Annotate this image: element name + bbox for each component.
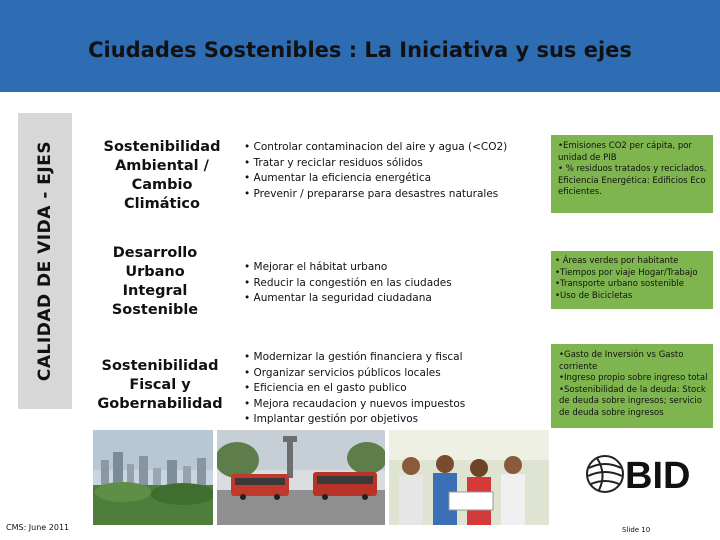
indicator-line: •Gasto de Inversión vs Gasto bbox=[559, 350, 684, 360]
action-item: • Implantar gestión por objetivos bbox=[244, 412, 465, 428]
action-item: • Aumentar la eficiencia energética bbox=[244, 171, 507, 187]
slide-number: Slide 10 bbox=[622, 526, 651, 534]
actions-list-ambiental bbox=[244, 140, 507, 202]
indicator-line: •Ingreso propio sobre ingreso total bbox=[559, 373, 708, 383]
axis-title-line: Sostenibilidad bbox=[101, 358, 219, 374]
action-item: • Mejorar el hábitat urbano bbox=[244, 260, 452, 276]
indicator-line: •Sostenibilidad de la deuda: Stock bbox=[559, 384, 706, 395]
indicator-line: •Tiempos por viaje Hogar/Trabajo bbox=[555, 267, 698, 278]
indicator-line: unidad de PIB bbox=[558, 152, 617, 163]
indicator-line: •Uso de Bicicletas bbox=[555, 290, 633, 301]
indicator-line: • % residuos tratados y reciclados. bbox=[558, 164, 707, 174]
actions-list-urbano bbox=[244, 260, 452, 307]
photo-strip bbox=[93, 430, 549, 525]
action-item: • Reducir la congestión en las ciudades bbox=[244, 276, 452, 292]
actions-list-fiscal bbox=[244, 350, 465, 428]
action-item: • Aumentar la seguridad ciudadana bbox=[244, 291, 452, 307]
indicator-box-ambiental bbox=[551, 135, 713, 213]
axis-title-line: Fiscal y bbox=[129, 377, 191, 393]
indicator-line: de deuda sobre ingresos; servicio bbox=[559, 396, 702, 406]
bus-street-photo bbox=[217, 430, 385, 525]
indicator-line: Eficiencia Energética: Edificios Eco bbox=[558, 175, 706, 186]
footer-left: CMS: June 2011 bbox=[6, 523, 70, 532]
action-item: • Organizar servicios públicos locales bbox=[244, 366, 465, 382]
action-item: • Tratar y reciclar residuos sólidos bbox=[244, 156, 507, 172]
axis-title-line: Sostenible bbox=[111, 302, 199, 318]
indicator-box-fiscal bbox=[551, 344, 713, 428]
action-item: • Controlar contaminacion del aire y agua (<CO2) bbox=[244, 140, 507, 156]
bid-logo-text: BID bbox=[625, 455, 691, 497]
action-item: • Eficiencia en el gasto publico bbox=[244, 381, 465, 397]
people-group-photo bbox=[389, 430, 549, 525]
axis-title-fiscal bbox=[86, 357, 234, 414]
action-item: • Prevenir / prepararse para desastres naturales bbox=[244, 187, 507, 203]
axis-title-line: Ambiental / bbox=[115, 158, 209, 174]
side-label: CALIDAD DE VIDA - EJES bbox=[35, 140, 55, 382]
bid-logo bbox=[583, 442, 705, 506]
action-item: • Mejora recaudacion y nuevos impuestos bbox=[244, 397, 465, 413]
bid-globe-icon bbox=[583, 442, 705, 506]
axis-title-line: Urbano bbox=[125, 264, 185, 280]
action-item: • Modernizar la gestión financiera y fiscal bbox=[244, 350, 465, 366]
indicator-box-urbano bbox=[551, 251, 713, 309]
slide-title: Ciudades Sostenibles : La Iniciativa y sus ejes bbox=[88, 38, 632, 62]
indicator-line: • Áreas verdes por habitante bbox=[555, 256, 679, 266]
axis-title-line: Desarrollo bbox=[112, 245, 198, 261]
indicator-line: de deuda sobre ingresos bbox=[559, 407, 664, 418]
axis-title-line: Climático bbox=[124, 196, 200, 212]
axis-title-ambiental bbox=[90, 138, 234, 214]
indicator-line: •Emisiones CO2 per cápita, por bbox=[558, 141, 692, 151]
indicator-line: eficientes. bbox=[558, 187, 602, 197]
axis-title-line: Sostenibilidad bbox=[103, 139, 221, 155]
axis-title-line: Gobernabilidad bbox=[97, 396, 223, 412]
indicator-line: •Transporte urbano sostenible bbox=[555, 279, 684, 289]
axis-title-line: Cambio bbox=[131, 177, 193, 193]
axis-title-line: Integral bbox=[122, 283, 188, 299]
indicator-line: corriente bbox=[559, 361, 598, 372]
axis-title-urbano bbox=[100, 244, 210, 320]
city-skyline-photo bbox=[93, 430, 213, 525]
